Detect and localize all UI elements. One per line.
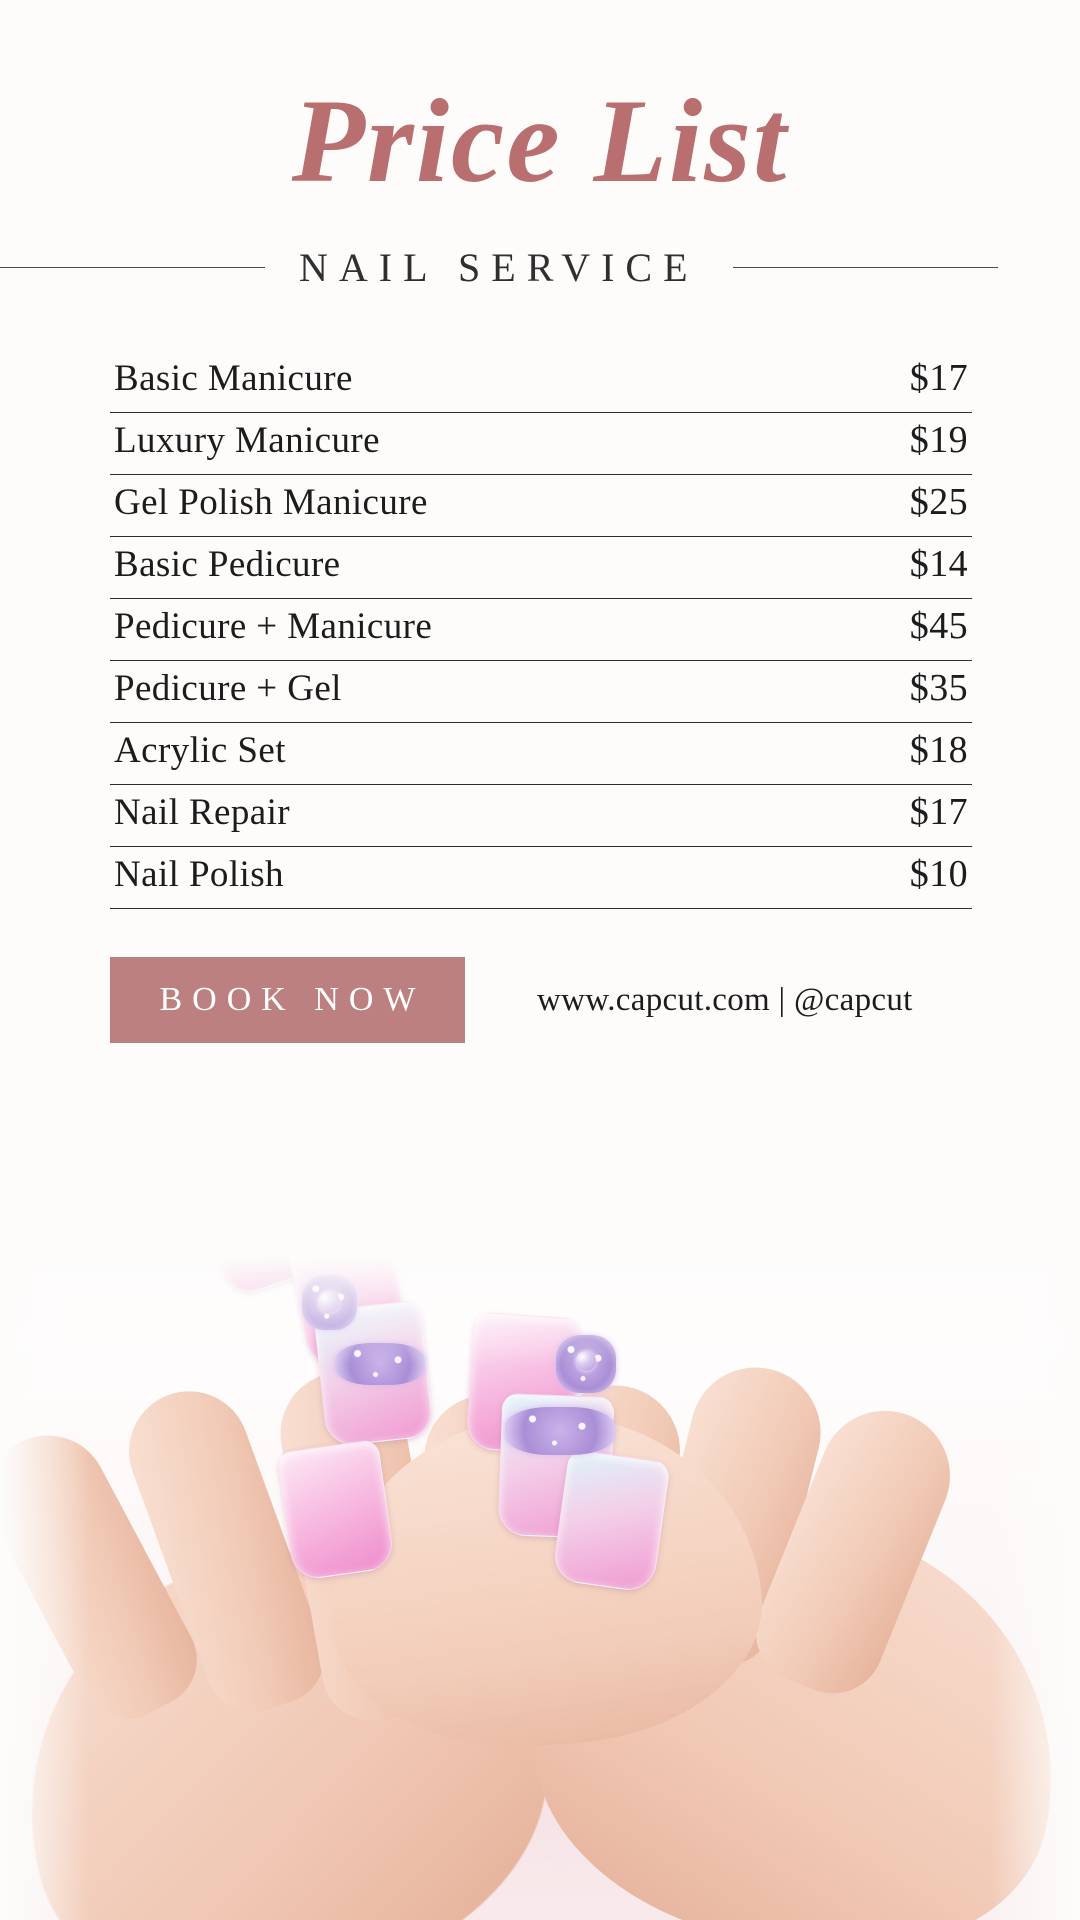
service-name: Pedicure + Gel: [114, 668, 342, 709]
photo-fade-left: [0, 1255, 90, 1920]
divider-right: [733, 267, 998, 268]
service-name: Gel Polish Manicure: [114, 482, 428, 523]
table-row: [110, 847, 972, 909]
service-name: Basic Pedicure: [114, 544, 341, 585]
cta-row: [110, 957, 1080, 1043]
page-title: Price List: [291, 74, 789, 207]
service-name: Basic Manicure: [114, 358, 353, 399]
service-name: Luxury Manicure: [114, 420, 380, 461]
service-name: Nail Polish: [114, 854, 284, 895]
photo-fade-top: [0, 1255, 1080, 1365]
nail: [276, 1439, 395, 1582]
nail: [551, 1449, 670, 1594]
table-row: [110, 413, 972, 475]
hands-photo: [0, 1255, 1080, 1920]
table-row: [110, 723, 972, 785]
divider-left: [0, 267, 265, 268]
contact-info: www.capcut.com | @capcut: [537, 981, 913, 1018]
service-price: $17: [909, 791, 968, 833]
table-row: [110, 351, 972, 413]
service-price: $14: [909, 543, 968, 585]
page-subtitle: NAIL SERVICE: [299, 245, 699, 290]
service-name: Acrylic Set: [114, 730, 286, 771]
service-price: $25: [909, 481, 968, 523]
service-price: $45: [909, 605, 968, 647]
service-price: $35: [909, 667, 968, 709]
table-row: [110, 599, 972, 661]
table-row: [110, 537, 972, 599]
table-row: [110, 785, 972, 847]
book-now-button[interactable]: BOOK NOW: [110, 957, 465, 1043]
subtitle-row: [0, 244, 1080, 291]
price-table: [110, 351, 972, 909]
table-row: [110, 475, 972, 537]
service-price: $17: [909, 357, 968, 399]
service-price: $10: [909, 853, 968, 895]
table-row: [110, 661, 972, 723]
gem-cluster: [505, 1407, 615, 1455]
service-name: Pedicure + Manicure: [114, 606, 433, 647]
service-name: Nail Repair: [114, 792, 290, 833]
service-price: $19: [909, 419, 968, 461]
service-price: $18: [909, 729, 968, 771]
photo-fade-right: [990, 1255, 1080, 1920]
